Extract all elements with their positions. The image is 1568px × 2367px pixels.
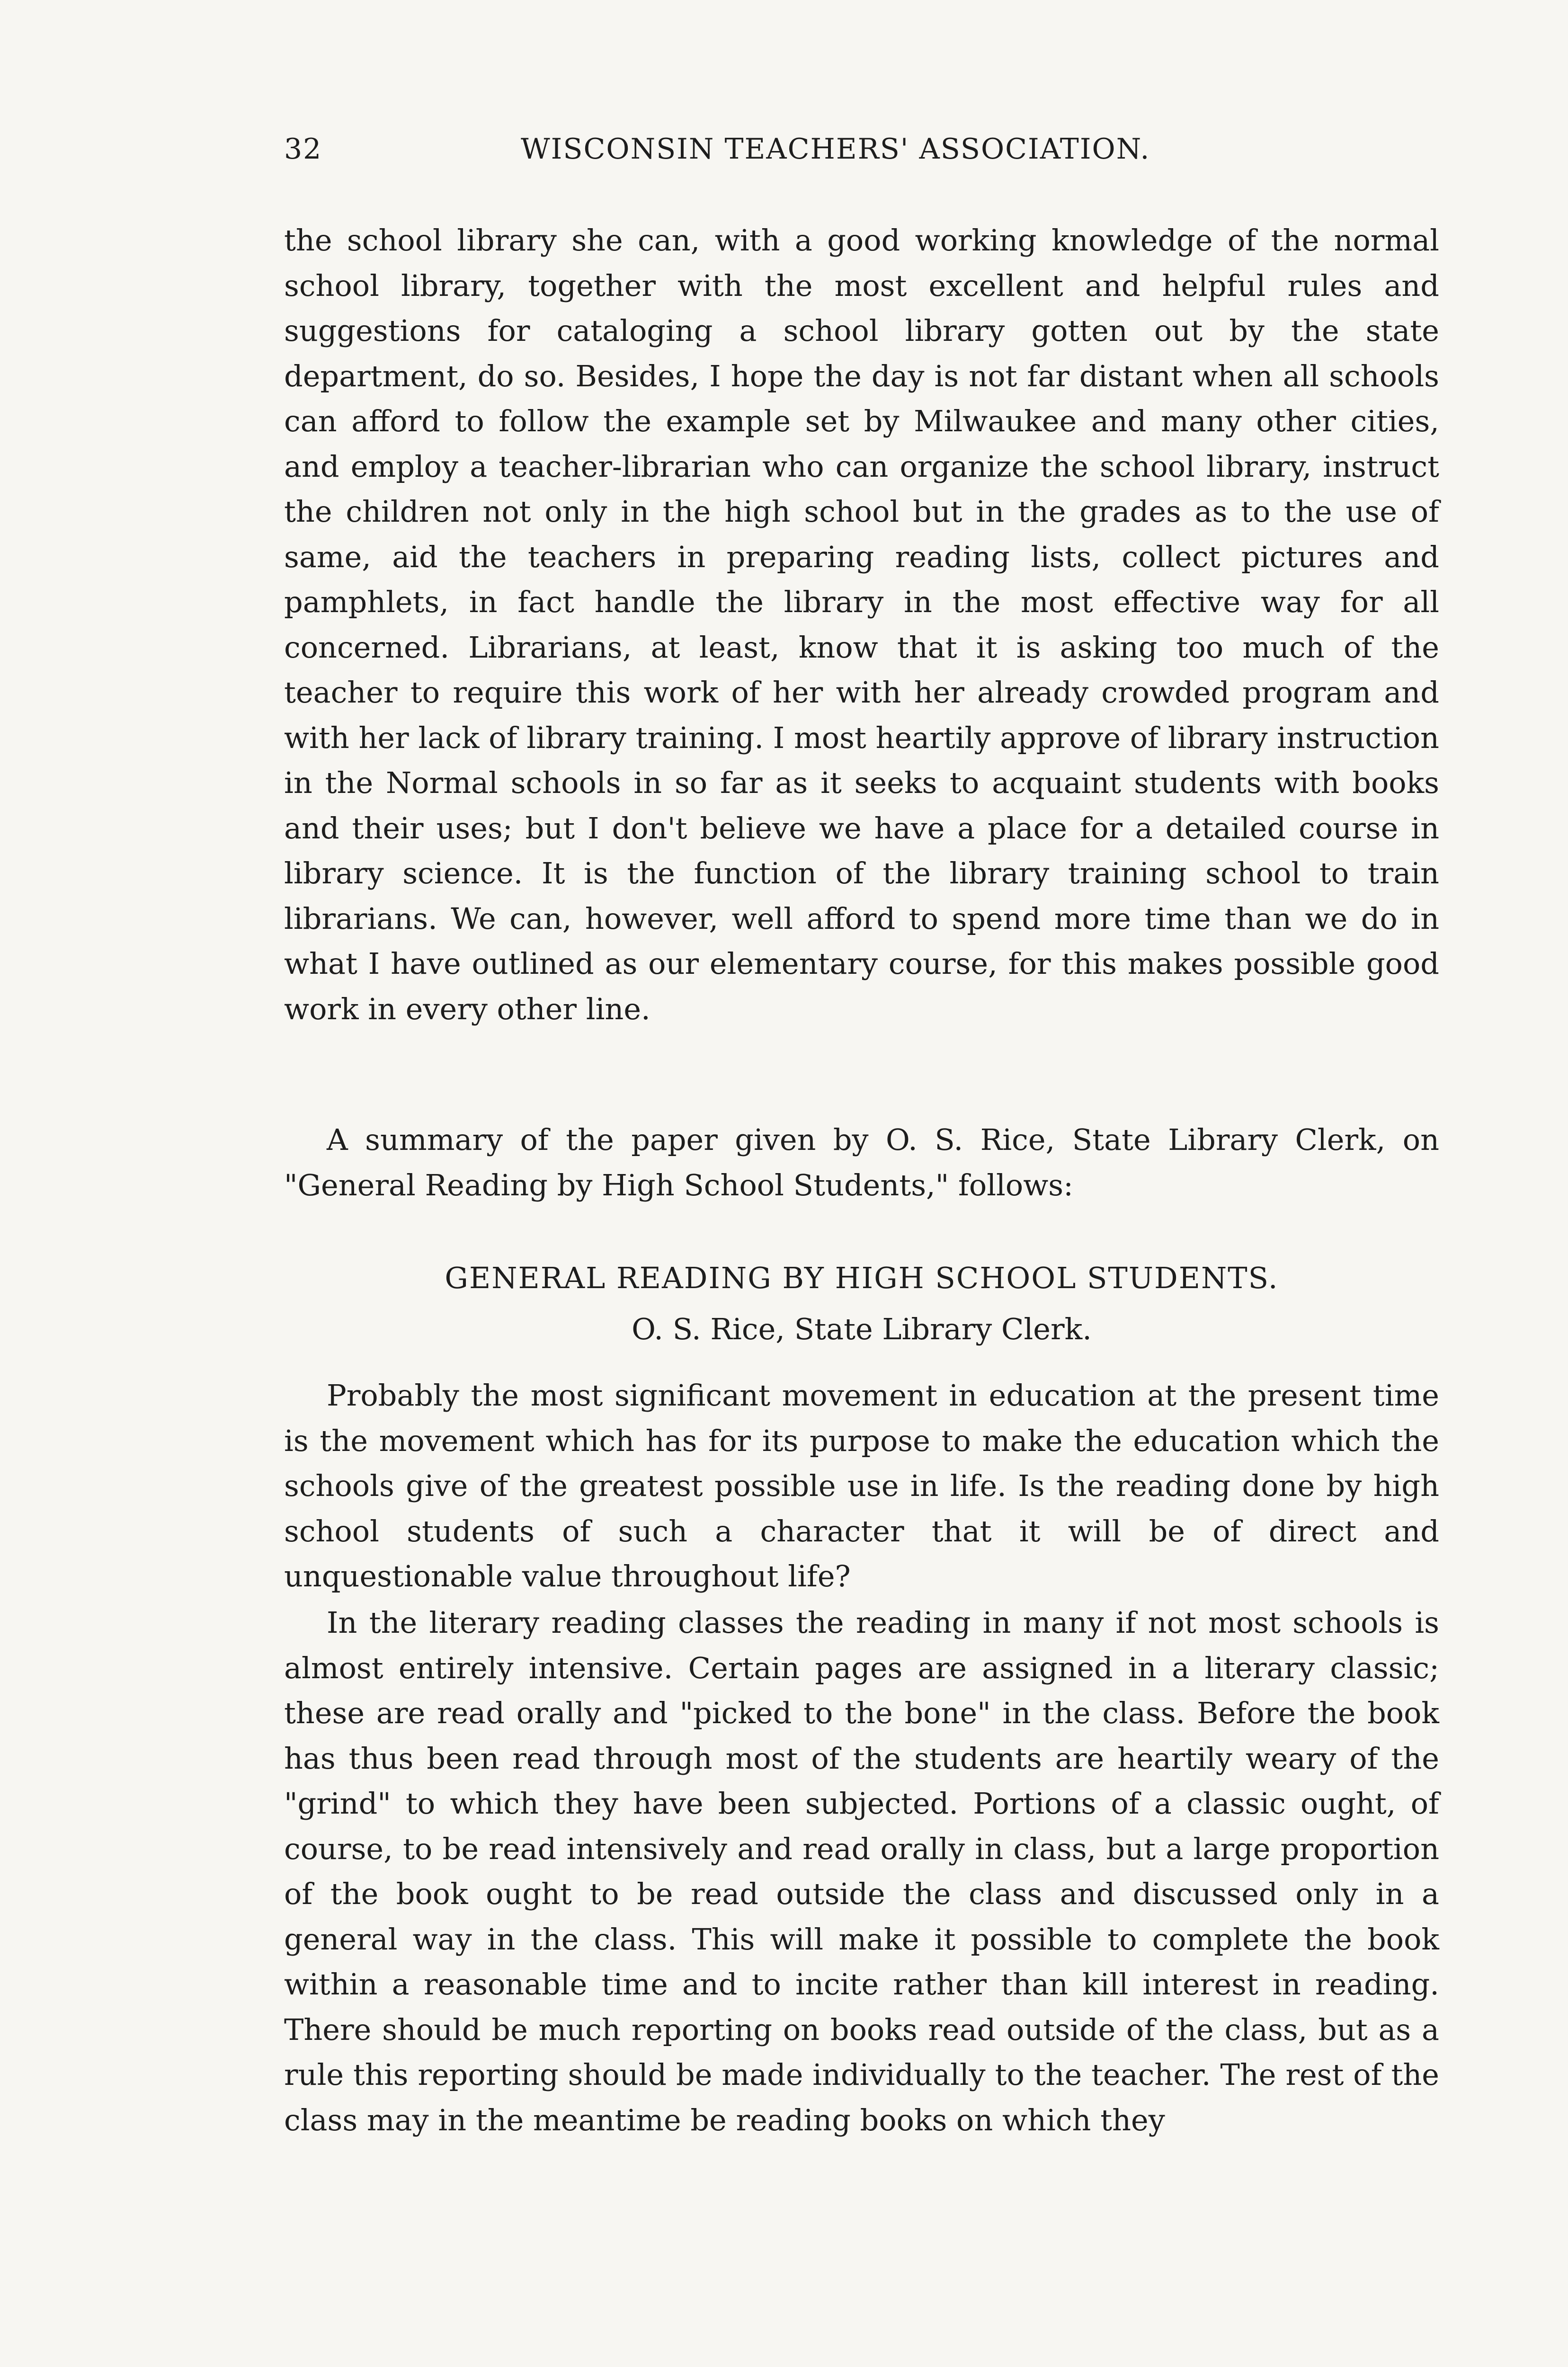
body-paragraph: Probably the most significant movement in education at the present time is the movement which has for its purpose to make the education which the schools give of the greatest possible use in life. Is the reading done by high school students of such a character that it will be of direct and unquestionable value throughout life? [284, 1378, 1439, 1593]
body-paragraph-continued: the school library she can, with a good working knowledge of the normal school library, together with the most excellent and helpful rules and suggestions for cataloging a school library gotten out by the state department, do so. Besides, I hope the day is not far distant when all schools can afford to follow the example set by Milwaukee and many other cities, and employ a teacher-librarian who can organize the school library, instruct the children not only in the high school but in the grades as to the use of same, aid the teachers in preparing reading lists, collect pictures and pamphlets, in fact handle the library in the most effective way for all concerned. Librarians, at least, know that it is asking too much of the teacher to require this work of her with her already crowded program and with her lack of library training. I most heartily approve of library instruction in the Normal schools in so far as it seeks to acquaint students with books and their uses; but I don't believe we have a place for a detailed course in library science. It is the function of the library training school to train librarians. We can, however, well afford to spend more time than we do in what I have outlined as our elementary course, for this makes possible good work in every other line. [284, 223, 1439, 1026]
running-header [284, 133, 1449, 175]
running-header-title: WISCONSIN TEACHERS' ASSOCIATION. [521, 133, 1150, 166]
body-paragraph: In the literary reading classes the reading in many if not most schools is almost entirely intensive. Certain pages are assigned in a literary classic; these are read orally and "picked to the bone" in the class. Before the book has thus been read through most of the students are heartily weary of the "grind" to which they have been subjected. Portions of a classic ought, of course, to be read intensively and read orally in class, but a large proportion of the book ought to be read outside the class and discussed only in a general way in the class. This will make it possible to complete the book within a reasonable time and to incite rather than kill interest in reading. There should be much reporting on books read outside of the class, but as a rule this reporting should be made individually to the teacher. The rest of the class may in the meantime be reading books on which they [284, 1605, 1439, 2137]
summary-intro-paragraph: A summary of the paper given by O. S. Rice, State Library Clerk, on "General Reading by High School Students," follows: [284, 1122, 1439, 1202]
page-number: 32 [284, 133, 322, 166]
article-heading [284, 1257, 1439, 1351]
article-title: GENERAL READING BY HIGH SCHOOL STUDENTS. [445, 1261, 1279, 1295]
article-byline: O. S. Rice, State Library Clerk. [632, 1312, 1092, 1346]
